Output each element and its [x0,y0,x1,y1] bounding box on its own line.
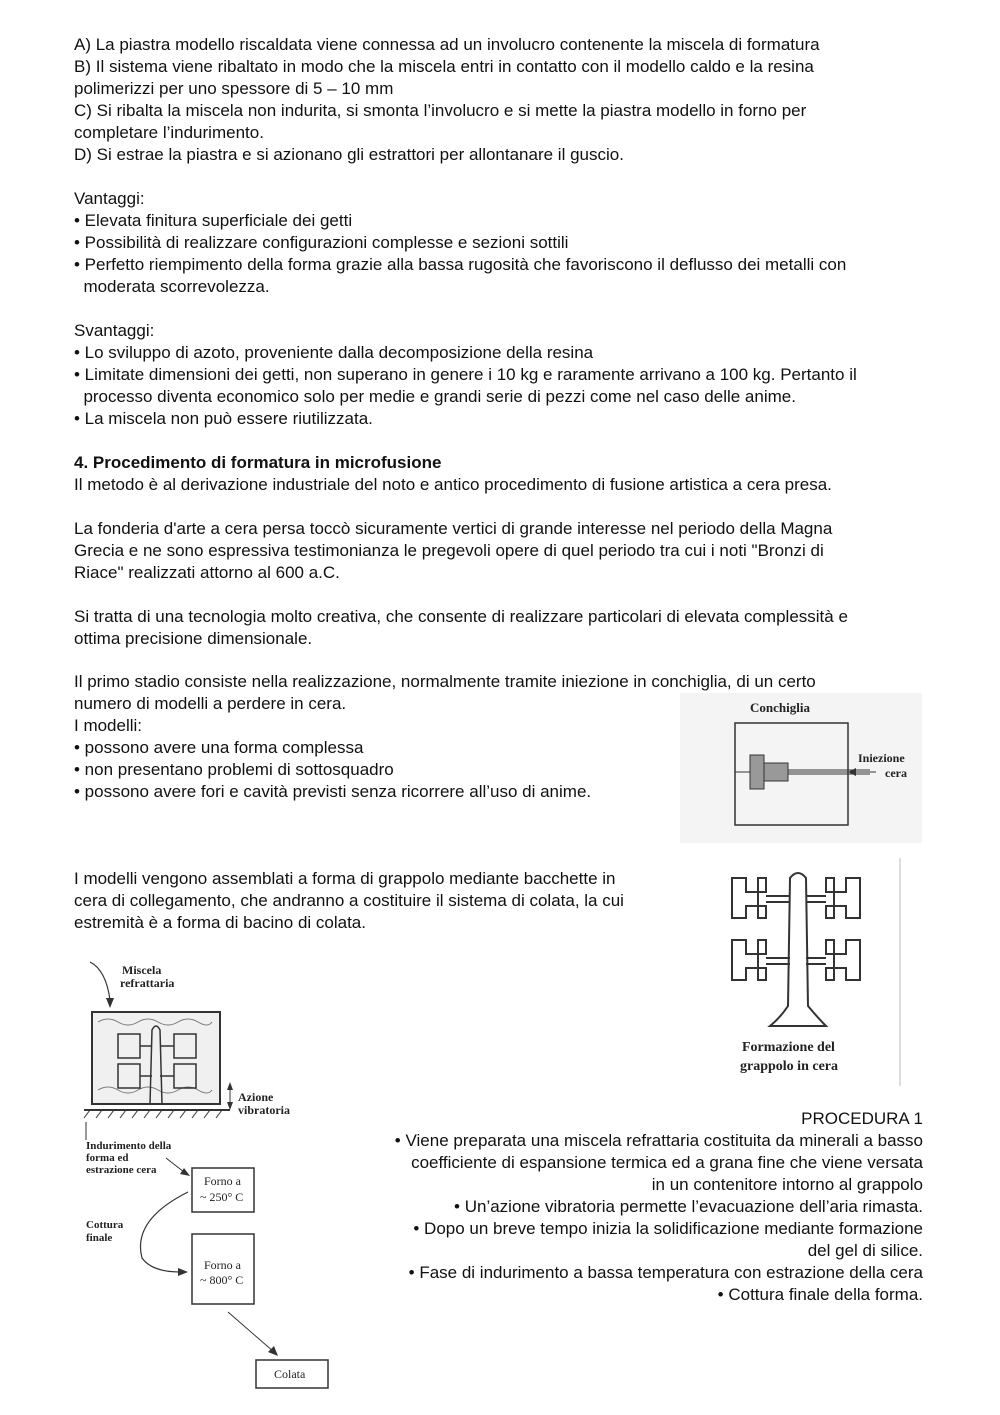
svantaggi-item: • La miscela non può essere riutilizzata. [74,409,373,428]
procedura-line: del gel di silice. [807,1241,923,1260]
paragraph-line: I modelli: [74,716,143,735]
process-label: Indurimento della [86,1140,172,1152]
step-a: A) La piastra modello riscaldata viene connessa ad un involucro contenente la miscela di formatura [74,35,820,54]
process-label: forma ed [86,1152,129,1164]
conchiglia-figure [680,693,922,843]
process-label: refrattaria [120,976,175,990]
procedura-line: • Viene preparata una miscela refrattaria costituita da minerali a basso [394,1131,923,1150]
step-b-line2: polimerizzi per uno spessore di 5 – 10 mm [74,79,394,98]
vantaggi-item: • Elevata finitura superficiale dei getti [74,211,353,230]
vantaggi-item: • Perfetto riempimento della forma grazie alla bassa rugosità che favoriscono il deflusso dei metalli con [74,255,847,274]
step-b-line1: B) Il sistema viene ribaltato in modo che la miscela entri in contatto con il modello caldo e la resina [74,57,814,76]
process-label: finale [86,1232,113,1244]
procedura-line: • Dopo un breve tempo inizia la solidificazione mediante formazione [413,1219,923,1238]
section-title: 4. Procedimento di formatura in microfusione [74,453,442,472]
list-item: • non presentano problemi di sottosquadro [74,760,394,779]
step-d: D) Si estrae la piastra e si azionano gli estrattori per allontanare il guscio. [74,145,624,164]
procedura-line: • Fase di indurimento a bassa temperatura con estrazione della cera [408,1263,923,1282]
paragraph-line: numero di modelli a perdere in cera. [74,694,347,713]
vantaggi-item: moderata scorrevolezza. [74,277,270,296]
conchiglia-label: cera [885,766,907,780]
step-c-line2: completare l’indurimento. [74,123,264,142]
paragraph-line: Si tratta di una tecnologia molto creativa, che consente di realizzare particolari di elevata complessità e [74,607,848,626]
svantaggi-heading: Svantaggi: [74,321,155,340]
grappolo-label: Formazione del [742,1040,835,1055]
process-label: estrazione cera [86,1164,157,1176]
paragraph-line: ottima precisione dimensionale. [74,629,313,648]
paragraph-line: cera di collegamento, che andranno a costituire il sistema di colata, la cui [74,891,624,910]
process-figure [80,960,340,1395]
process-label: ~ 800° C [200,1273,244,1287]
grappolo-label: grappolo in cera [740,1059,838,1074]
paragraph-line: Il primo stadio consiste nella realizzazione, normalmente tramite iniezione in conchiglia, di un certo [74,672,816,691]
paragraph-line: Riace" realizzati attorno al 600 a.C. [74,563,340,582]
process-label: vibratoria [238,1103,290,1117]
list-item: • possono avere fori e cavità previsti senza ricorrere all’uso di anime. [74,782,592,801]
paragraph-line: Il metodo è al derivazione industriale del noto e antico procedimento di fusione artistica a cera presa. [74,475,832,494]
paragraph-line: I modelli vengono assemblati a forma di grappolo mediante bacchette in [74,869,616,888]
paragraph-line: Grecia e ne sono espressiva testimonianza le pregevoli opere di quel periodo tra cui i noti "Bronzi di [74,541,824,560]
svantaggi-item: • Lo sviluppo di azoto, proveniente dalla decomposizione della resina [74,343,594,362]
process-label: ~ 250° C [200,1190,244,1204]
procedura-line: in un contenitore intorno al grappolo [651,1175,923,1194]
procedura-line: • Un’azione vibratoria permette l’evacuazione dell’aria rimasta. [454,1197,923,1216]
process-label: Colata [274,1367,306,1381]
procedura-line: • Cottura finale della forma. [717,1285,923,1304]
procedura-line: coefficiente di espansione termica ed a grana fine che viene versata [411,1153,923,1172]
procedura-title: PROCEDURA 1 [801,1109,923,1128]
conchiglia-title: Conchiglia [750,700,810,715]
process-label: Forno a [204,1258,241,1272]
paragraph-line: La fonderia d'arte a cera persa toccò sicuramente vertici di grande interesse nel periodo della Magna [74,519,833,538]
vantaggi-item: • Possibilità di realizzare configurazioni complesse e sezioni sottili [74,233,569,252]
process-label: Miscela [122,963,162,977]
svantaggi-item: processo diventa economico solo per medie e grandi serie di pezzi come nel caso delle anime. [74,387,796,406]
vantaggi-heading: Vantaggi: [74,189,145,208]
process-label: Cottura [86,1219,124,1231]
process-label: Azione [238,1090,274,1104]
process-label: Forno a [204,1174,241,1188]
paragraph-line: estremità è a forma di bacino di colata. [74,913,366,932]
conchiglia-label: Iniezione [858,751,905,765]
svantaggi-item: • Limitate dimensioni dei getti, non superano in genere i 10 kg e raramente arrivano a 100 kg. Pertanto il [74,365,857,384]
list-item: • possono avere una forma complessa [74,738,364,757]
step-c-line1: C) Si ribalta la miscela non indurita, si smonta l’involucro e si mette la piastra modello in forno per [74,101,807,120]
grappolo-figure [700,858,905,1086]
